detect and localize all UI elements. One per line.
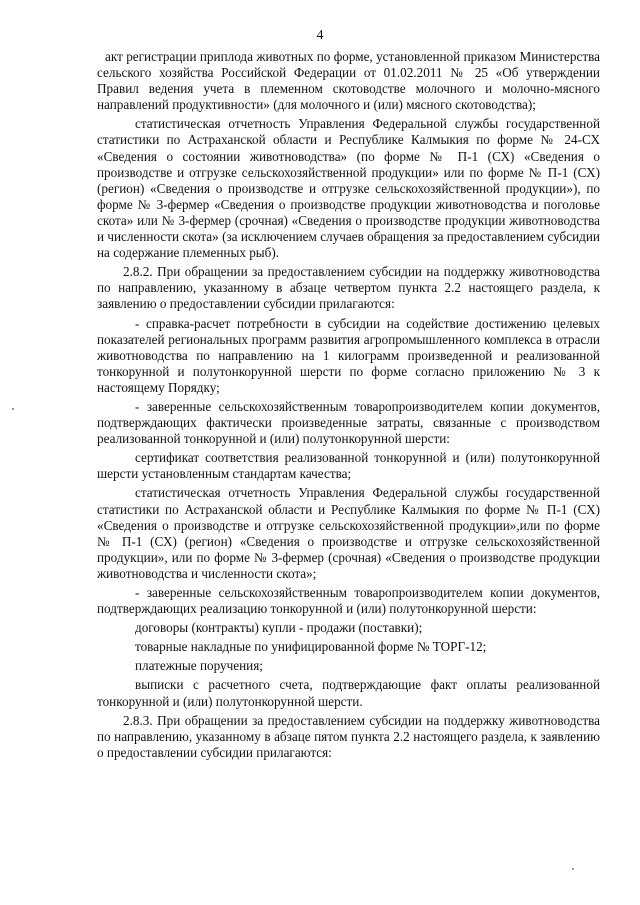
paragraph-quality-certificate: сертификат соответствия реализованной тонкорунной и (или) полутонкорунной шерсти установленным стандартам качества; <box>97 450 600 482</box>
list-item-bank-statements: выписки с расчетного счета, подтверждающие факт оплаты реализованной тонкорунной и (или) полутонкорунной шерсти. <box>97 677 600 709</box>
list-item-invoices: товарные накладные по унифицированной форме № ТОРГ-12; <box>135 639 487 655</box>
list-item-contracts: договоры (контракты) купли - продажи (поставки); <box>135 620 423 636</box>
paragraph-cost-documents: - заверенные сельскохозяйственным товаропроизводителем копии документов, подтверждающих фактически произведенные затраты, связанные с производством реализованной тонкорунной и (или) полутонкорунной шерсти: <box>97 398 600 447</box>
paragraph-statistics-wool: статистическая отчетность Управления Федеральной службы государственной статистики по Астраханской области и Республике Калмыкия по форме № П-1 (СХ) «Сведения о производстве и отгрузке сельскохозяйственной продукции»,или по форме № П-1 (СХ) (регион) «Сведения о производстве и отгрузке сельскохозяйственной продукции», или по форме № 3-фермер (срочная) «Сведения о производстве продукции животноводства и численности скота»; <box>97 485 600 581</box>
document-body <box>97 48 600 761</box>
scan-speck <box>12 408 14 410</box>
paragraph-2-8-3: 2.8.3. При обращении за предоставлением субсидии на поддержку животноводства по направлению, указанному в абзаце пятом пункта 2.2 настоящего раздела, к заявлению о предоставлении субсидии прилагаются: <box>97 712 600 760</box>
list-item-payment-orders: платежные поручения; <box>135 658 263 674</box>
paragraph-statistics-livestock: статистическая отчетность Управления Федеральной службы государственной статистики по Астраханской области и Республике Калмыкия по форме № 24-СХ «Сведения о состоянии животноводства» (по форме № П-1 (СХ) «Сведения о производстве и отгрузке сельскохозяйственной продукции» или по форме № П-1 (СХ) (регион) «Сведения о производстве и отгрузке сельскохозяйственной продукции»), по форме № 3-фермер «Сведения о производстве продукции животноводства и поголовье скота» или № 3-фермер (срочная) «Сведения о производстве продукции животноводства и численности скота» (за исключением случаев обращения за предоставлением субсидии на содержание племенных рыб). <box>97 116 600 261</box>
paragraph-breeding-act: акт регистрации приплода животных по форме, установленной приказом Министерства сельского хозяйства Российской Федерации от 01.02.2011 № 25 «Об утверждении Правил ведения учета в племенном скотоводстве молочного и молочно-мясного направлений продуктивности» (для молочного и (или) мясного скотоводства); <box>97 49 600 113</box>
scan-speck <box>572 868 574 870</box>
page-number: 4 <box>316 28 324 43</box>
paragraph-2-8-2: 2.8.2. При обращении за предоставлением субсидии на поддержку животноводства по направлению, указанному в абзаце четвертом пункта 2.2 настоящего раздела, к заявлению о предоставлении субсидии прилагаются: <box>97 264 600 312</box>
paragraph-sale-documents: - заверенные сельскохозяйственным товаропроизводителем копии документов, подтверждающих реализацию тонкорунной и (или) полутонкорунной шерсти: <box>97 585 600 617</box>
paragraph-calculation-certificate: - справка-расчет потребности в субсидии на содействие достижению целевых показателей региональных программ развития агропромышленного комплекса в отрасли животноводства по направлению на 1 килограмм произведенной и реализованной тонкорунной и полутонкорунной шерсти по форме согласно приложению № 3 к настоящему Порядку; <box>97 315 600 395</box>
